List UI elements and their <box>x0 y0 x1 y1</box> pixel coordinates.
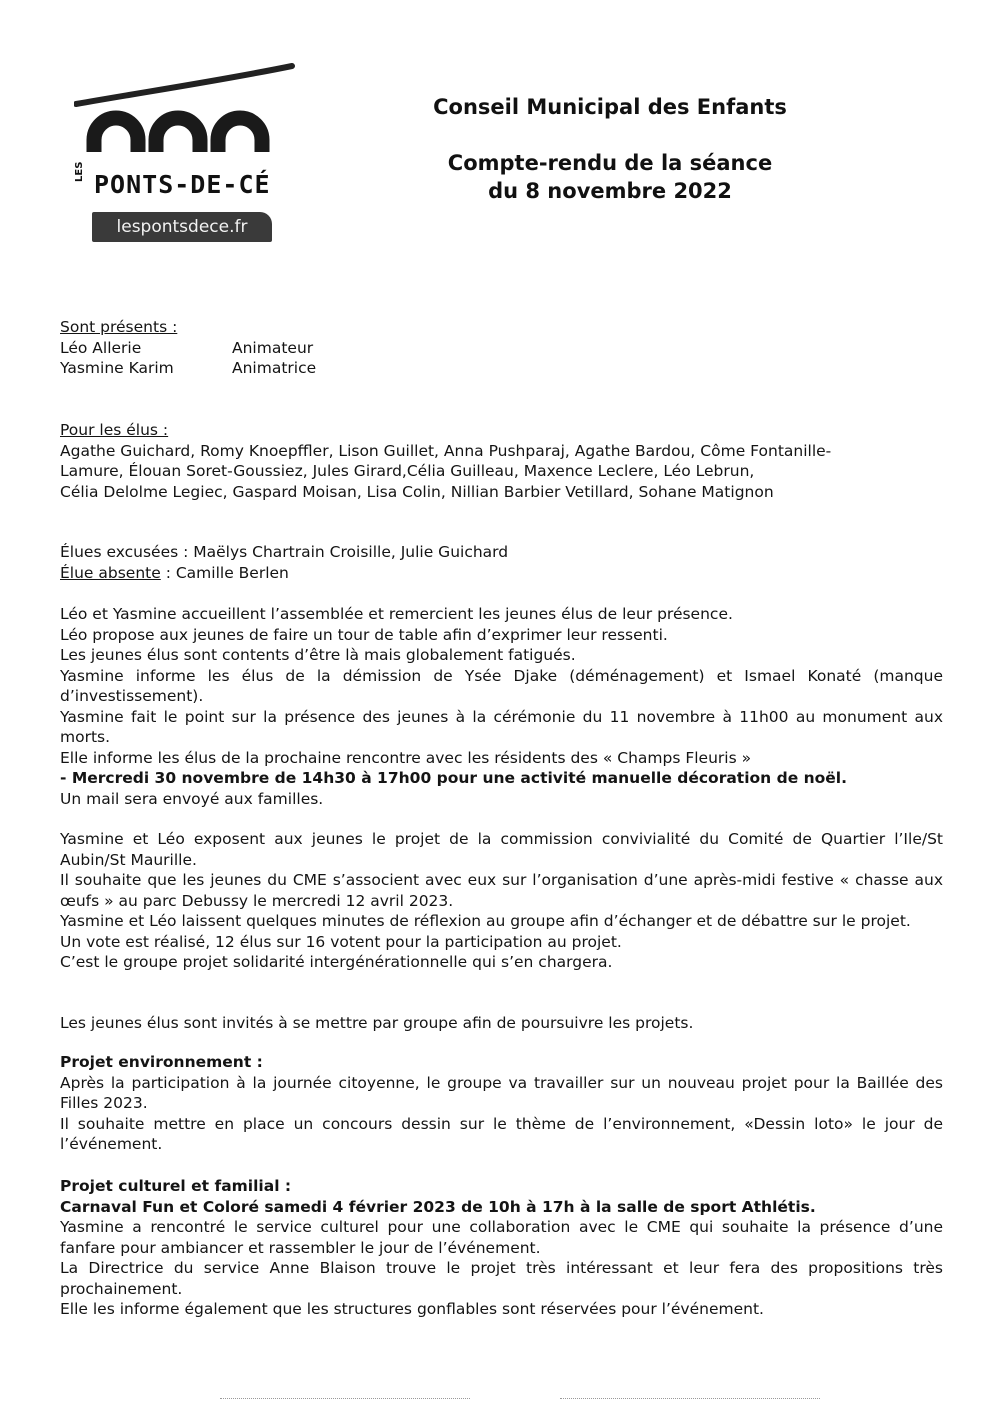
document-title: Conseil Municipal des Enfants <box>433 95 787 119</box>
logo-url-badge: lespontsdece.fr <box>92 212 272 242</box>
minutes-block-2 <box>60 829 943 973</box>
minutes-paragraph: Yasmine et Léo exposent aux jeunes le projet de la commission convivialité du Comité de Quartier l’Ile/St Aubin/St Maurille. <box>60 830 943 869</box>
environment-project-heading: Projet environnement : <box>60 1053 263 1071</box>
staff-role: Animateur <box>232 338 314 357</box>
culture-project-heading: Projet culturel et familial : <box>60 1177 292 1195</box>
culture-project-paragraph: La Directrice du service Anne Blaison trouve le projet très intéressant et leur fera des propositions très prochainement. <box>60 1259 943 1298</box>
scan-artifact-divider <box>220 1398 470 1400</box>
staff-list <box>60 338 943 379</box>
elected-list-line: Lamure, Élouan Soret-Goussiez, Jules Girard,Célia Guilleau, Maxence Leclere, Léo Lebrun, <box>60 462 755 480</box>
minutes-paragraph: C’est le groupe projet solidarité intergénérationnelle qui s’en chargera. <box>60 953 613 971</box>
elected-list-line: Agathe Guichard, Romy Knoepffler, Lison Guillet, Anna Pushparaj, Agathe Bardou, Côme Fontanille- <box>60 441 832 460</box>
document-subtitle-line2: du 8 novembre 2022 <box>488 179 732 203</box>
minutes-paragraph: Elle informe les élus de la prochaine rencontre avec les résidents des « Champs Fleuris » <box>60 748 752 767</box>
elected-section <box>60 420 943 502</box>
present-section <box>60 317 943 379</box>
logo-brand-text: PONTS-DE-CÉ <box>94 170 271 199</box>
minutes-paragraph: Yasmine et Léo laissent quelques minutes de réflexion au groupe afin d’échanger et de débattre sur le projet. <box>60 912 911 930</box>
document-header <box>395 95 825 205</box>
carnival-event-line: Carnaval Fun et Coloré samedi 4 février 2023 de 10h à 17h à la salle de sport Athlétis. <box>60 1197 816 1216</box>
absent-label: Élue absente <box>60 563 161 582</box>
minutes-block-3 <box>60 1013 943 1034</box>
absent-line <box>60 563 943 584</box>
minutes-paragraph: Yasmine fait le point sur la présence des jeunes à la cérémonie du 11 novembre à 11h00 au monument aux morts. <box>60 707 943 746</box>
minutes-paragraph: Léo propose aux jeunes de faire un tour de table afin d’exprimer leur ressenti. <box>60 625 668 644</box>
culture-project-section <box>60 1176 943 1320</box>
absent-value: : Camille Berlen <box>160 563 289 582</box>
meeting-date-highlight: - Mercredi 30 novembre de 14h30 à 17h00 pour une activité manuelle décoration de noël. <box>60 769 848 787</box>
culture-project-paragraph: Yasmine a rencontré le service culturel pour une collaboration avec le CME qui souhaite la présence d’une fanfare pour ambiancer et rassembler le jour de l’événement. <box>60 1218 943 1257</box>
minutes-paragraph: Les jeunes élus sont contents d’être là mais globalement fatigués. <box>60 646 576 664</box>
minutes-paragraph: Yasmine informe les élus de la démission de Ysée Djake (déménagement) et Ismael Konaté (manque d’investissement). <box>60 666 943 705</box>
logo-les-text: LES <box>74 161 85 182</box>
environment-project-section <box>60 1052 943 1155</box>
minutes-paragraph: Un mail sera envoyé aux familles. <box>60 789 324 808</box>
document-subtitle-line1: Compte-rendu de la séance <box>447 151 773 175</box>
environment-project-paragraph: Après la participation à la journée citoyenne, le groupe va travailler sur un nouveau projet pour la Baillée des Filles 2023. <box>60 1073 943 1112</box>
scan-artifact-divider <box>560 1398 820 1400</box>
city-logo <box>74 62 296 252</box>
excused-line: Élues excusées : Maëlys Chartrain Croisille, Julie Guichard <box>60 543 509 561</box>
staff-name: Yasmine Karim <box>60 359 174 377</box>
staff-role: Animatrice <box>232 359 317 377</box>
elected-label: Pour les élus : <box>60 421 169 439</box>
present-label: Sont présents : <box>60 318 178 336</box>
environment-project-paragraph: Il souhaite mettre en place un concours dessin sur le thème de l’environnement, «Dessin loto» le jour de l’événement. <box>60 1114 943 1153</box>
staff-name: Léo Allerie <box>60 338 142 357</box>
minutes-block-1 <box>60 604 943 809</box>
culture-project-paragraph: Elle les informe également que les structures gonflables sont réservées pour l’événement. <box>60 1300 764 1318</box>
elected-list-line: Célia Delolme Legiec, Gaspard Moisan, Lisa Colin, Nillian Barbier Vetillard, Sohane Matignon <box>60 482 774 501</box>
minutes-paragraph: Il souhaite que les jeunes du CME s’associent avec eux sur l’organisation d’une après-midi festive « chasse aux œufs » au parc Debussy le mercredi 12 avril 2023. <box>60 871 943 910</box>
minutes-paragraph: Léo et Yasmine accueillent l’assemblée et remercient les jeunes élus de leur présence. <box>60 605 733 623</box>
absence-section <box>60 542 943 583</box>
minutes-paragraph: Les jeunes élus sont invités à se mettre par groupe afin de poursuivre les projets. <box>60 1014 694 1032</box>
minutes-paragraph: Un vote est réalisé, 12 élus sur 16 votent pour la participation au projet. <box>60 932 622 951</box>
